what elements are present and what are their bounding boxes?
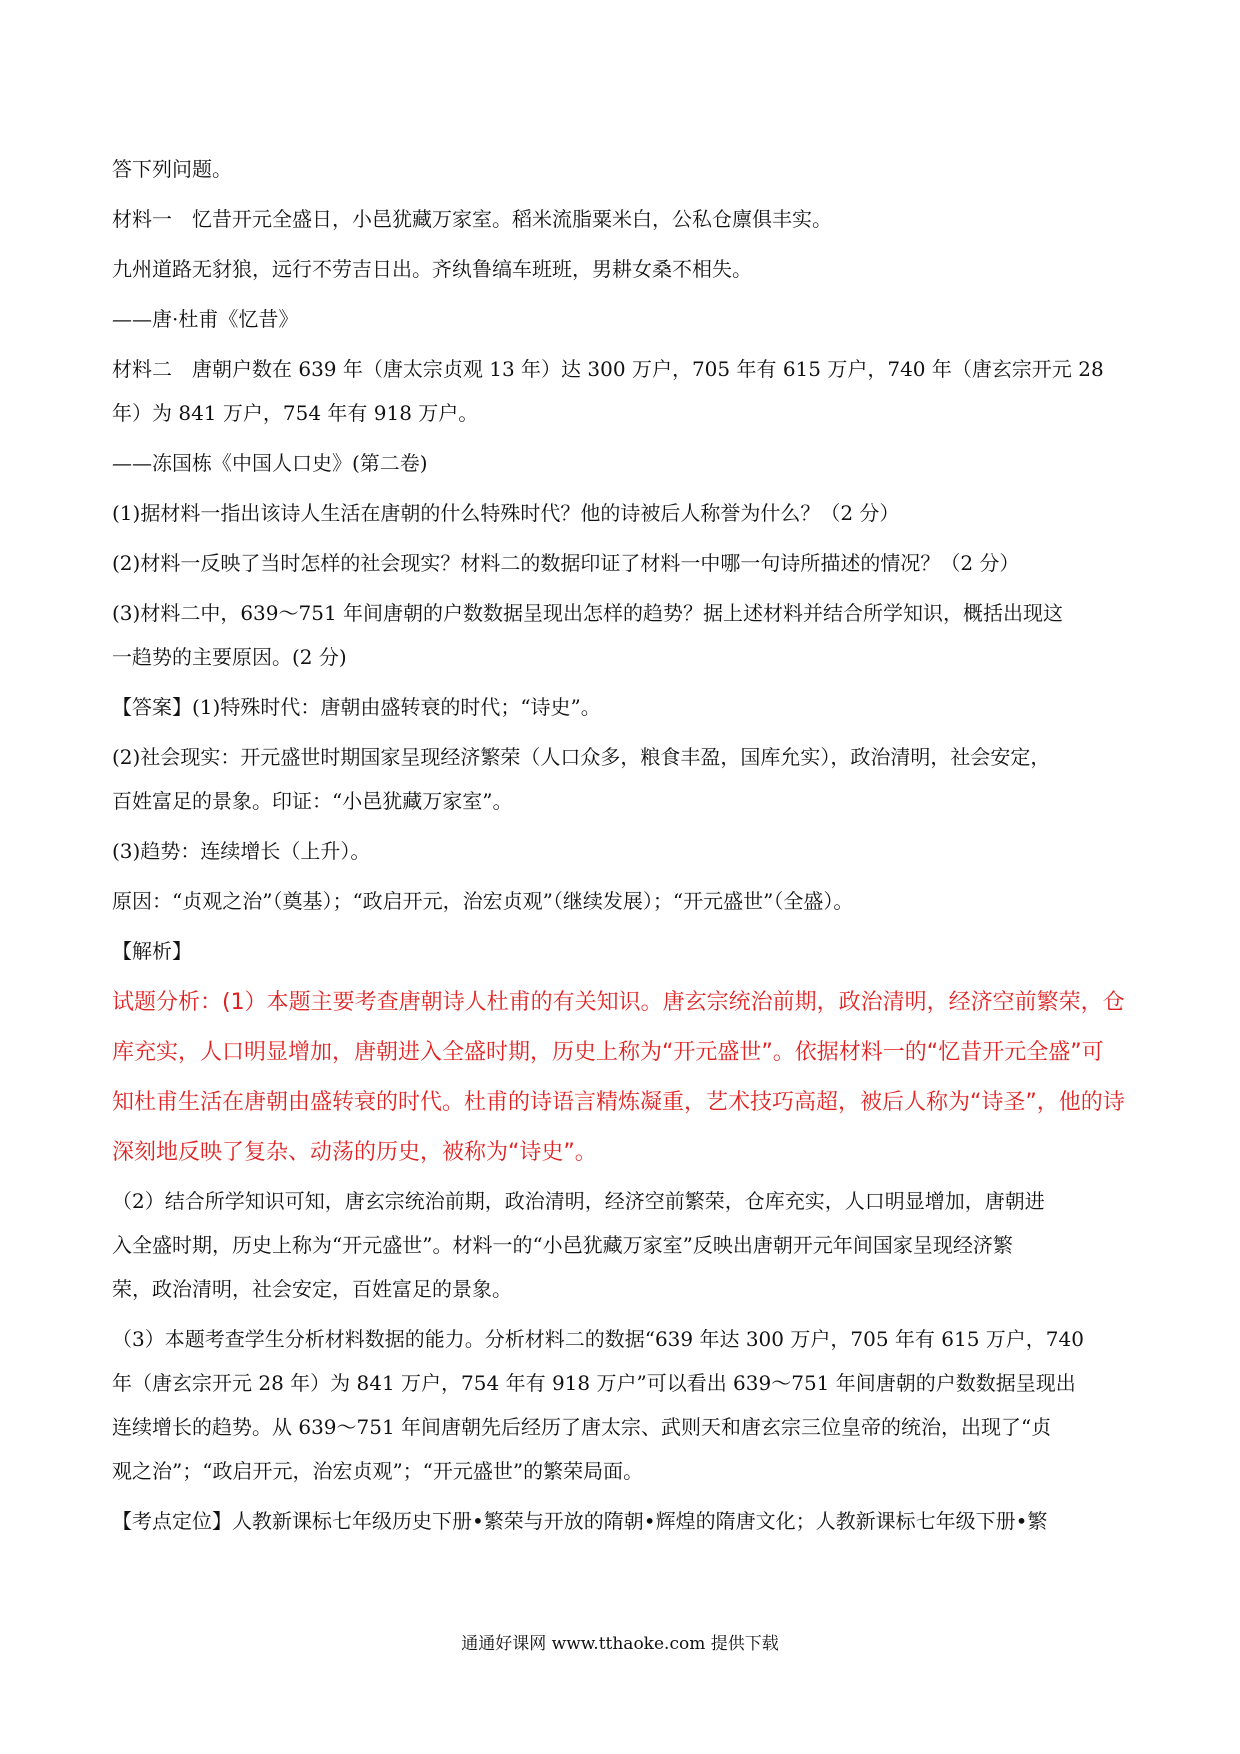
intro-line: 答下列问题。	[112, 157, 232, 181]
question-3-line-2: 一趋势的主要原因。(2 分)	[112, 645, 347, 669]
document-body	[112, 152, 1136, 1554]
answer-2-line-1: (2)社会现实：开元盛世时期国家呈现经济繁荣（人口众多，粮食丰盈，国库允实），政治清明，社会安定，	[112, 745, 1051, 769]
material-one-source: ——唐·杜甫《忆昔》	[112, 307, 299, 331]
question-3-line-1: (3)材料二中，639～751 年间唐朝的户数数据呈现出怎样的趋势？据上述材料并结合所学知识，概括出现这	[112, 601, 1064, 625]
analysis-3-line-2: 年（唐玄宗开元 28 年）为 841 万户，754 年有 918 万户”可以看出 639～751 年间唐朝的户数数据呈现出	[112, 1371, 1076, 1395]
analysis-2-line-3: 荣，政治清明，社会安定，百姓富足的景象。	[112, 1277, 512, 1301]
analysis-red-line-3: 知杜甫生活在唐朝由盛转衰的时代。杜甫的诗语言精炼凝重，艺术技巧高超，被后人称为“诗圣”，他的诗	[112, 1090, 1125, 1115]
answer-3-trend: (3)趋势：连续增长（上升）。	[112, 839, 371, 863]
page-footer: 通通好课网 www.tthaoke.com 提供下载	[461, 1634, 779, 1654]
question-2: (2)材料一反映了当时怎样的社会现实？材料二的数据印证了材料一中哪一句诗所描述的情况？（2 分）	[112, 551, 1020, 575]
material-two-source: ——冻国栋《中国人口史》(第二卷)	[112, 451, 428, 475]
knowledge-point-line: 【考点定位】人教新课标七年级历史下册•繁荣与开放的隋朝•辉煌的隋唐文化；人教新课标七年级下册•繁	[112, 1509, 1048, 1533]
answer-3-reason: 原因：“贞观之治”（奠基）；“政启开元，治宏贞观”（继续发展）；“开元盛世”（全盛）。	[112, 889, 854, 913]
analysis-red-line-4: 深刻地反映了复杂、动荡的历史，被称为“诗史”。	[112, 1140, 597, 1165]
analysis-red-line-2: 库充实，人口明显增加，唐朝进入全盛时期，历史上称为“开元盛世”。依据材料一的“忆昔开元全盛”可	[112, 1040, 1104, 1065]
answer-2-line-2: 百姓富足的景象。印证：“小邑犹藏万家室”。	[112, 789, 513, 813]
analysis-3-line-1: （3）本题考查学生分析材料数据的能力。分析材料二的数据“639 年达 300 万户，705 年有 615 万户，740	[112, 1327, 1084, 1351]
analysis-heading: 【解析】	[112, 939, 192, 963]
material-one-line-1: 材料一 忆昔开元全盛日，小邑犹藏万家室。稻米流脂粟米白，公私仓廪俱丰实。	[112, 207, 832, 231]
material-two-line-2: 年）为 841 万户，754 年有 918 万户。	[112, 401, 479, 425]
material-one-line-2: 九州道路无豺狼，远行不劳吉日出。齐纨鲁缟车班班，男耕女桑不相失。	[112, 257, 752, 281]
analysis-3-line-3: 连续增长的趋势。从 639～751 年间唐朝先后经历了唐太宗、武则天和唐玄宗三位皇帝的统治，出现了“贞	[112, 1415, 1052, 1439]
analysis-red-line-1: 试题分析：(1）本题主要考查唐朝诗人杜甫的有关知识。唐玄宗统治前期，政治清明，经济空前繁荣，仓	[112, 990, 1125, 1015]
question-1: (1)据材料一指出该诗人生活在唐朝的什么特殊时代？他的诗被后人称誉为什么？（2 分）	[112, 501, 900, 525]
analysis-3-line-4: 观之治”；“政启开元，治宏贞观”；“开元盛世”的繁荣局面。	[112, 1459, 644, 1483]
material-two-line-1: 材料二 唐朝户数在 639 年（唐太宗贞观 13 年）达 300 万户，705 年有 615 万户，740 年（唐玄宗开元 28	[112, 357, 1104, 381]
analysis-2-line-1: （2）结合所学知识可知，唐玄宗统治前期，政治清明，经济空前繁荣，仓库充实，人口明显增加，唐朝进	[112, 1189, 1045, 1213]
analysis-2-line-2: 入全盛时期，历史上称为“开元盛世”。材料一的“小邑犹藏万家室”反映出唐朝开元年间国家呈现经济繁	[112, 1233, 1013, 1257]
answer-1: 【答案】(1)特殊时代：唐朝由盛转衰的时代；“诗史”。	[112, 695, 601, 719]
